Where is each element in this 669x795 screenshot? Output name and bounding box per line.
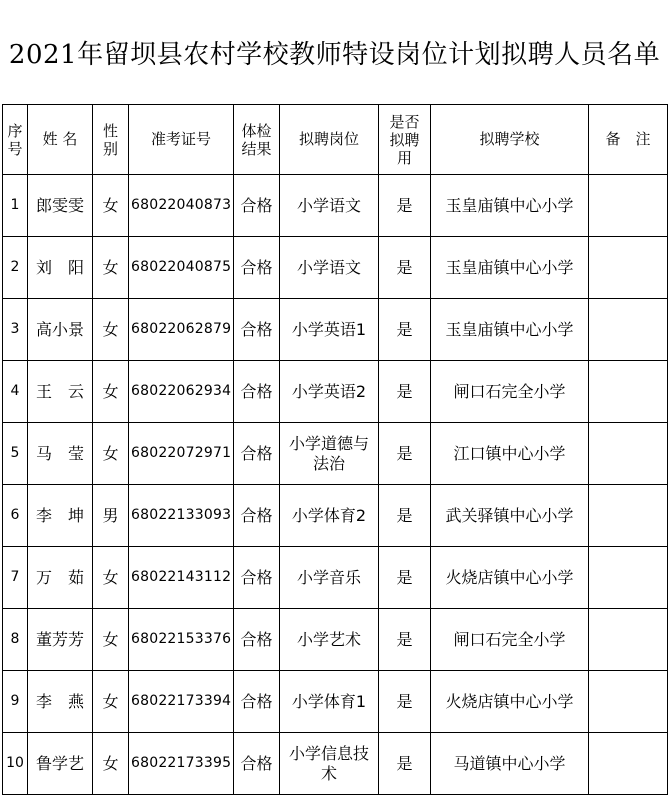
cell-exam-id: 68022143112 xyxy=(129,547,234,609)
cell-seq: 6 xyxy=(3,485,28,547)
cell-gender: 男 xyxy=(93,485,129,547)
header-post xyxy=(280,105,379,175)
header-label-hire: 是否 拟聘 用 xyxy=(389,112,420,167)
cell-exam-id: 68022040875 xyxy=(129,237,234,299)
cell-seq: 2 xyxy=(3,237,28,299)
cell-seq: 8 xyxy=(3,609,28,671)
document-title: 2021年留坝县农村学校教师特设岗位计划拟聘人员名单 xyxy=(8,39,661,70)
cell-gender: 女 xyxy=(93,175,129,237)
cell-hire: 是 xyxy=(379,547,431,609)
cell-seq: 10 xyxy=(3,733,28,795)
cell-physical-result: 合格 xyxy=(234,733,280,795)
table-row xyxy=(3,671,668,733)
header-name xyxy=(28,105,93,175)
header-label-school: 拟聘学校 xyxy=(479,130,540,148)
cell-seq: 7 xyxy=(3,547,28,609)
cell-school: 玉皇庙镇中心小学 xyxy=(431,299,589,361)
header-gender xyxy=(93,105,129,175)
cell-remark xyxy=(589,175,668,237)
cell-seq: 4 xyxy=(3,361,28,423)
cell-post: 小学语文 xyxy=(280,175,379,237)
header-label-seq: 序 号 xyxy=(7,121,23,158)
cell-hire: 是 xyxy=(379,485,431,547)
cell-seq: 3 xyxy=(3,299,28,361)
cell-gender: 女 xyxy=(93,237,129,299)
header-label-post: 拟聘岗位 xyxy=(298,130,359,148)
cell-post: 小学英语2 xyxy=(280,361,379,423)
table-row xyxy=(3,733,668,795)
cell-school: 玉皇庙镇中心小学 xyxy=(431,237,589,299)
cell-remark xyxy=(589,423,668,485)
cell-gender: 女 xyxy=(93,671,129,733)
header-hire xyxy=(379,105,431,175)
cell-gender: 女 xyxy=(93,361,129,423)
cell-post: 小学体育1 xyxy=(280,671,379,733)
cell-school: 火烧店镇中心小学 xyxy=(431,671,589,733)
cell-seq: 1 xyxy=(3,175,28,237)
cell-post: 小学音乐 xyxy=(280,547,379,609)
cell-hire: 是 xyxy=(379,733,431,795)
cell-name: 董芳芳 xyxy=(28,609,93,671)
table-row xyxy=(3,299,668,361)
cell-name: 万 茹 xyxy=(28,547,93,609)
header-exam-id xyxy=(129,105,234,175)
cell-post: 小学道德与法治 xyxy=(280,423,379,485)
cell-remark xyxy=(589,671,668,733)
cell-seq: 5 xyxy=(3,423,28,485)
cell-exam-id: 68022062934 xyxy=(129,361,234,423)
cell-exam-id: 68022173395 xyxy=(129,733,234,795)
cell-physical-result: 合格 xyxy=(234,361,280,423)
table-row xyxy=(3,547,668,609)
cell-school: 闸口石完全小学 xyxy=(431,609,589,671)
cell-hire: 是 xyxy=(379,671,431,733)
cell-post: 小学艺术 xyxy=(280,609,379,671)
cell-name: 鲁学艺 xyxy=(28,733,93,795)
cell-post: 小学体育2 xyxy=(280,485,379,547)
table-row xyxy=(3,361,668,423)
cell-gender: 女 xyxy=(93,423,129,485)
cell-hire: 是 xyxy=(379,361,431,423)
header-seq xyxy=(3,105,28,175)
cell-gender: 女 xyxy=(93,299,129,361)
cell-post: 小学语文 xyxy=(280,237,379,299)
cell-physical-result: 合格 xyxy=(234,671,280,733)
cell-name: 马 莹 xyxy=(28,423,93,485)
header-row xyxy=(3,105,668,175)
table-row xyxy=(3,485,668,547)
header-label-name: 姓 名 xyxy=(42,130,78,148)
cell-remark xyxy=(589,485,668,547)
cell-remark xyxy=(589,237,668,299)
cell-name: 王 云 xyxy=(28,361,93,423)
cell-exam-id: 68022040873 xyxy=(129,175,234,237)
cell-name: 高小景 xyxy=(28,299,93,361)
cell-remark xyxy=(589,361,668,423)
header-label-exam_id: 准考证号 xyxy=(150,130,211,148)
cell-school: 玉皇庙镇中心小学 xyxy=(431,175,589,237)
cell-seq: 9 xyxy=(3,671,28,733)
cell-physical-result: 合格 xyxy=(234,299,280,361)
cell-hire: 是 xyxy=(379,423,431,485)
header-label-remark: 备 注 xyxy=(605,130,651,148)
cell-gender: 女 xyxy=(93,547,129,609)
cell-hire: 是 xyxy=(379,299,431,361)
cell-physical-result: 合格 xyxy=(234,609,280,671)
cell-post: 小学信息技术 xyxy=(280,733,379,795)
cell-name: 李 坤 xyxy=(28,485,93,547)
table-row xyxy=(3,423,668,485)
cell-physical-result: 合格 xyxy=(234,237,280,299)
cell-remark xyxy=(589,609,668,671)
cell-exam-id: 68022133093 xyxy=(129,485,234,547)
header-label-gender: 性 别 xyxy=(102,121,118,158)
cell-school: 武关驿镇中心小学 xyxy=(431,485,589,547)
cell-exam-id: 68022153376 xyxy=(129,609,234,671)
cell-physical-result: 合格 xyxy=(234,423,280,485)
table-row xyxy=(3,175,668,237)
cell-hire: 是 xyxy=(379,175,431,237)
cell-physical-result: 合格 xyxy=(234,175,280,237)
header-label-physical: 体检 结果 xyxy=(241,121,272,158)
cell-remark xyxy=(589,547,668,609)
table-row xyxy=(3,237,668,299)
cell-hire: 是 xyxy=(379,609,431,671)
cell-physical-result: 合格 xyxy=(234,485,280,547)
cell-exam-id: 68022072971 xyxy=(129,423,234,485)
header-school xyxy=(431,105,589,175)
cell-physical-result: 合格 xyxy=(234,547,280,609)
cell-exam-id: 68022062879 xyxy=(129,299,234,361)
header-physical-result xyxy=(234,105,280,175)
cell-remark xyxy=(589,733,668,795)
cell-school: 江口镇中心小学 xyxy=(431,423,589,485)
cell-post: 小学英语1 xyxy=(280,299,379,361)
cell-exam-id: 68022173394 xyxy=(129,671,234,733)
cell-gender: 女 xyxy=(93,733,129,795)
cell-school: 火烧店镇中心小学 xyxy=(431,547,589,609)
table-row xyxy=(3,609,668,671)
cell-gender: 女 xyxy=(93,609,129,671)
cell-name: 刘 阳 xyxy=(28,237,93,299)
cell-remark xyxy=(589,299,668,361)
personnel-table xyxy=(2,104,668,795)
cell-school: 闸口石完全小学 xyxy=(431,361,589,423)
header-remark xyxy=(589,105,668,175)
cell-hire: 是 xyxy=(379,237,431,299)
cell-name: 郎雯雯 xyxy=(28,175,93,237)
cell-school: 马道镇中心小学 xyxy=(431,733,589,795)
cell-name: 李 燕 xyxy=(28,671,93,733)
